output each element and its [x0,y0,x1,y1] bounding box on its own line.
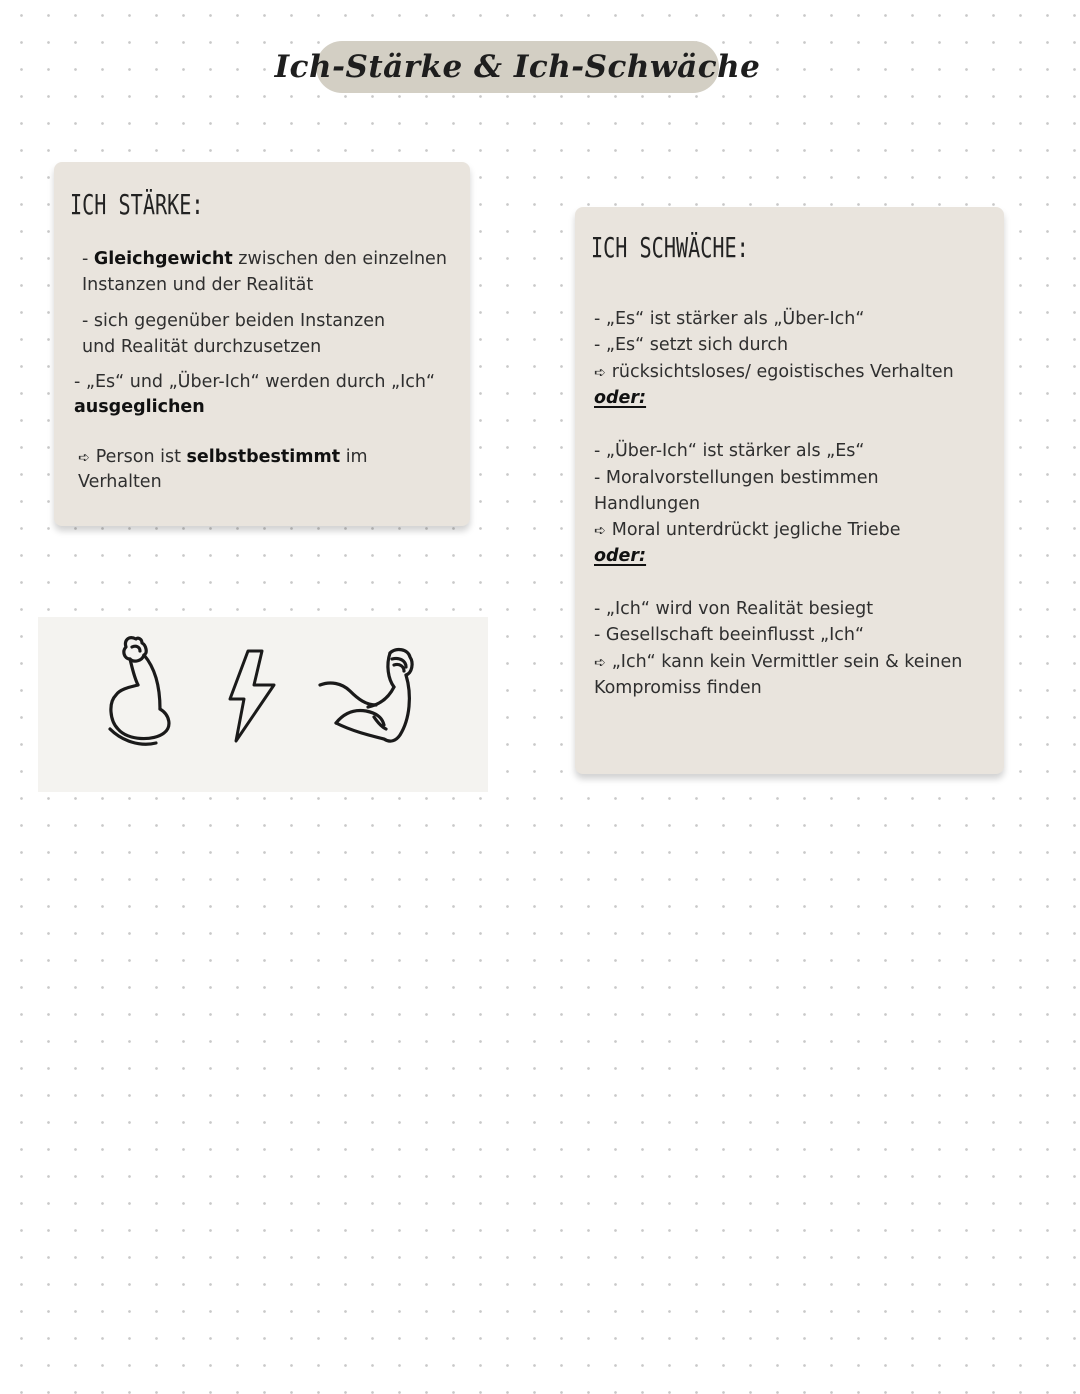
weakness-block-2-line-1: - „Über-Ich“ ist stärker als „Es“ [594,441,865,461]
strength-item-3-line-1: - „Es“ und „Über-Ich“ werden durch „Ich“ [74,372,436,392]
weakness-block-2-line-3: Handlungen [594,494,701,514]
strength-item-3-bold: ausgeglichen [74,397,205,417]
weakness-block-1-result: rücksichtsloses/ egoistisches Verhalten [611,362,954,382]
strength-item-1-rest: zwischen den einzelnen [232,249,447,269]
strength-item-1-line-2: Instanzen und der Realität [82,275,314,295]
title-banner [274,41,761,93]
weakness-block-3-line-1: - „Ich“ wird von Realität besiegt [594,599,874,619]
arrow-icon: ➪ [594,365,606,381]
strength-item-1-line-1: - Gleichgewicht zwischen den einzelnen [82,249,447,269]
arrow-icon: ➪ [594,655,606,671]
ich-staerke-card [54,162,470,526]
weakness-block-3-line-2: - Gesellschaft beeinflusst „Ich“ [594,625,865,645]
weakness-block-1-line-3 [594,359,954,386]
strength-result-line-1 [78,444,368,471]
ich-staerke-heading: ICH STÄRKE: [70,188,204,221]
oder-label: oder: [594,546,647,566]
strength-item-2-line-1: - sich gegenüber beiden Instanzen [82,311,386,331]
weakness-block-2-line-4 [594,517,900,544]
weakness-block-3-line-4: Kompromiss finden [594,678,762,698]
page-title: Ich-Stärke & Ich-Schwäche [274,49,761,85]
weakness-block-3-line-3 [594,649,962,676]
weakness-block-1-line-1: - „Es“ ist stärker als „Über-Ich“ [594,309,865,329]
weakness-oder-2 [594,543,646,569]
weakness-block-3-result: „Ich“ kann kein Vermittler sein & keinen [611,652,963,672]
arrow-icon: ➪ [78,450,90,466]
strength-item-2-line-2: und Realität durchzusetzen [82,337,322,357]
strength-item-3-line-2 [74,394,205,420]
ich-schwaeche-card [575,207,1004,774]
strength-result-bold: selbstbestimmt [186,447,341,467]
ich-schwaeche-heading: ICH SCHWÄCHE: [591,231,749,264]
strength-item-1-bold: Gleichgewicht [93,249,233,269]
arrow-icon: ➪ [594,523,606,539]
weakness-block-2-line-2: - Moralvorstellungen bestimmen [594,468,879,488]
strong-arm-icon [316,639,426,749]
strength-result-pre: Person ist [95,447,187,467]
weakness-oder-1 [594,385,646,411]
icon-panel [38,617,488,792]
oder-label: oder: [594,388,647,408]
lightning-bolt-icon [226,649,278,745]
weakness-block-2-result: Moral unterdrückt jegliche Triebe [611,520,901,540]
flexed-biceps-icon [98,629,188,759]
strength-result-post: im [340,447,368,467]
strength-result-line-2: Verhalten [78,472,162,492]
weakness-block-1-line-2: - „Es“ setzt sich durch [594,335,789,355]
